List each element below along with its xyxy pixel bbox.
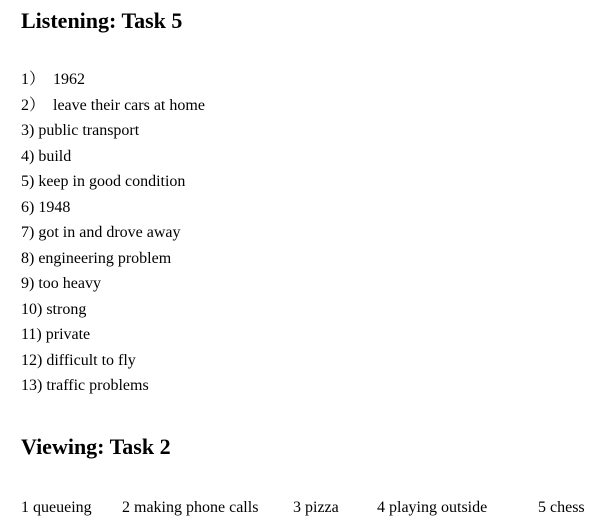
answer-item-13: 13) traffic problems (21, 377, 149, 394)
viewing-item-3: 3 pizza (293, 499, 339, 516)
answer-item-3: 3) public transport (21, 122, 140, 139)
viewing-heading: Viewing: Task 2 (21, 434, 171, 459)
answer-item-2: 2） leave their cars at home (21, 96, 205, 114)
viewing-item-2: 2 making phone calls (122, 499, 259, 516)
viewing-item-4: 4 playing outside (377, 499, 488, 516)
viewing-answer-row (0, 497, 600, 519)
answer-item-6: 6) 1948 (21, 198, 71, 216)
answer-item-12: 12) difficult to fly (21, 351, 136, 369)
viewing-item-1: 1 queueing (21, 499, 92, 516)
listening-answer-list (21, 67, 205, 399)
listening-heading: Listening: Task 5 (21, 8, 183, 33)
answer-item-11: 11) private (21, 326, 91, 343)
answer-item-1: 1） 1962 (21, 71, 86, 88)
viewing-item-5: 5 chess (538, 499, 585, 516)
answer-item-5: 5) keep in good condition (21, 173, 186, 190)
answer-item-8: 8) engineering problem (21, 249, 172, 267)
answer-item-10: 10) strong (21, 300, 87, 318)
answer-item-4: 4) build (21, 147, 72, 165)
answer-item-9: 9) too heavy (21, 275, 101, 292)
answer-item-7: 7) got in and drove away (21, 224, 181, 241)
